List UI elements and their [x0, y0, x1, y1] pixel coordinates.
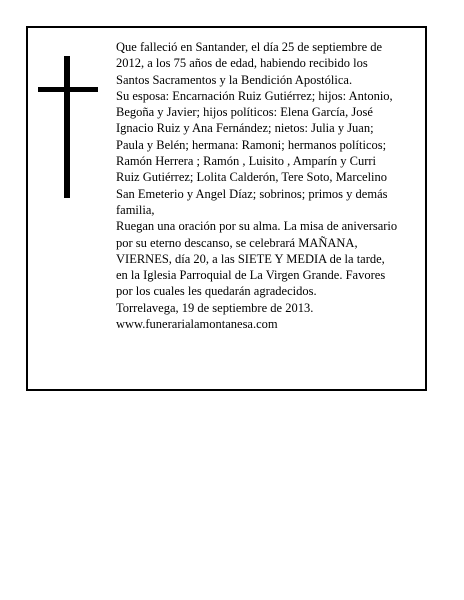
- text-line: por los cuales les quedarán agradecidos.: [116, 284, 317, 299]
- text-line: Ignacio Ruiz y Ana Fernández; nietos: Julia y Juan;: [116, 121, 374, 136]
- text-line: Torrelavega, 19 de septiembre de 2013.: [116, 300, 314, 315]
- text-line: VIERNES, día 20, a las SIETE Y MEDIA de la tarde,: [116, 251, 385, 266]
- text-line: 2012, a los 75 años de edad, habiendo recibido los: [116, 56, 368, 71]
- cross-horizontal-bar: [38, 87, 98, 92]
- text-line: Paula y Belén; hermana: Ramoni; hermanos políticos;: [116, 137, 387, 152]
- text-line: Ramón Herrera ; Ramón , Luisito , Amparín y Curri: [116, 154, 377, 169]
- cross-icon: [38, 56, 98, 198]
- text-line: Santos Sacramentos y la Bendición Apostólica.: [116, 72, 353, 87]
- text-line: Begoña y Javier; hijos políticos: Elena García, José: [116, 105, 373, 120]
- cross-vertical-bar: [64, 56, 70, 198]
- text-line: Ruegan una oración por su alma. La misa de aniversario: [116, 219, 398, 234]
- website-link: www.funerarialamontanesa.com: [116, 317, 278, 332]
- text-line: por su eterno descanso, se celebrará MAÑANA,: [116, 235, 358, 250]
- text-line: Su esposa: Encarnación Ruiz Gutiérrez; hijos: Antonio,: [116, 88, 393, 103]
- obituary-notice: [26, 26, 427, 391]
- text-line: Ruiz Gutiérrez; Lolita Calderón, Tere Soto, Marcelino: [116, 170, 388, 185]
- text-line: San Emeterio y Angel Díaz; sobrinos; primos y demás: [116, 186, 388, 201]
- text-line: familia,: [116, 202, 155, 217]
- text-line: Que falleció en Santander, el día 25 de septiembre de: [116, 40, 383, 54]
- obituary-text: [116, 39, 424, 332]
- text-line: en la Iglesia Parroquial de La Virgen Grande. Favores: [116, 268, 386, 283]
